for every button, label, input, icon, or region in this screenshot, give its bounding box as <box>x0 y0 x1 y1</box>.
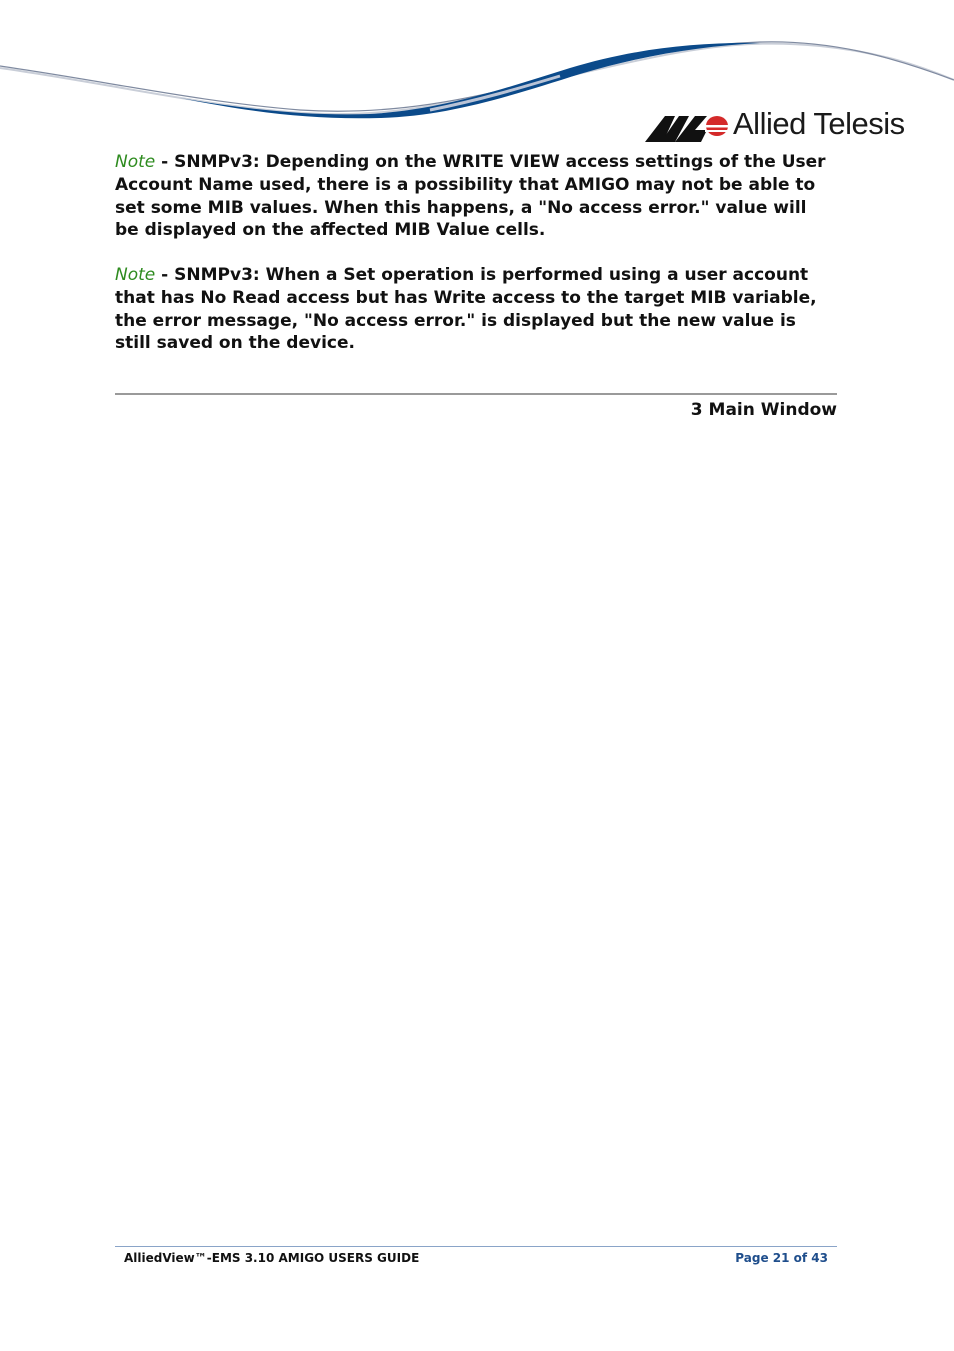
section-divider <box>115 393 837 395</box>
note-label: Note <box>115 152 156 172</box>
note-paragraph <box>115 151 831 242</box>
note-paragraph <box>115 264 831 355</box>
note-label: Note <box>115 265 156 285</box>
section-title: 3 Main Window <box>690 400 837 420</box>
allied-telesis-logo <box>645 108 905 148</box>
note-text: - SNMPv3: Depending on the WRITE VIEW access settings of the User Account Name used, there is a possibility that AMIGO may not be able to set some MIB values. When this happens, a "No access error." value will be displayed on the affected MIB Value cells. <box>115 152 826 241</box>
allied-telesis-logo-mark-icon <box>645 112 729 142</box>
footer-guide-title: AlliedView™-EMS 3.10 AMIGO USERS GUIDE <box>124 1251 420 1265</box>
footer-divider <box>115 1246 837 1247</box>
logo-wordmark: Allied Telesis <box>733 106 905 141</box>
footer-page-number: Page 21 of 43 <box>735 1251 828 1265</box>
note-text: - SNMPv3: When a Set operation is performed using a user account that has No Read access but has Write access to the target MIB variable, the error message, "No access error." is displayed but the new value is still saved on the device. <box>115 265 817 354</box>
